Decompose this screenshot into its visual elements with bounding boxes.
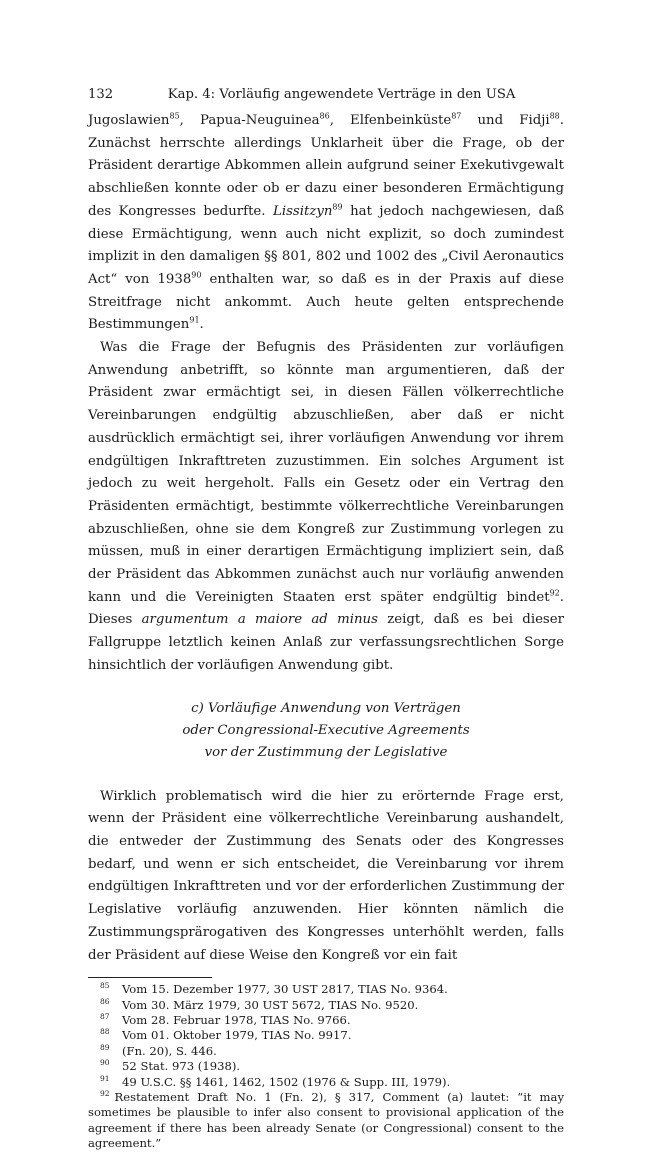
author-name: Lissitzyn	[273, 203, 333, 219]
footnote-ref: 90	[191, 270, 202, 280]
text-run: Jugoslawien	[88, 113, 170, 128]
footnote	[88, 1059, 564, 1074]
section-heading	[88, 698, 564, 764]
footnote-number: 89	[100, 1042, 110, 1052]
heading-line: c) Vorläufige Anwendung von Verträgen	[191, 700, 461, 716]
footnote-text: Vom 01. Oktober 1979, TIAS No. 9917.	[122, 1028, 352, 1043]
text-run: . Zunächst herrschte allerdings Unklarheit über die Frage, ob der Präsident derartige Abkommen allein aufgrund seiner Exekutivgewalt abschließen konnte oder ob er dazu einer besonderen Ermächtigung des Kongresses bedurfte.	[88, 113, 565, 219]
footnote-ref: 87	[451, 111, 462, 121]
footnote-ref: 85	[169, 111, 180, 121]
paragraph: Wirklich problematisch wird die hier zu erörternde Frage erst, wenn der Präsident eine völkerrechtliche Vereinbarung aushandelt, die entweder der Zustimmung des Senats oder des Kongresses bedarf, und wenn er sich entscheidet, die Vereinbarung vor ihrem endgültigen Inkrafttreten und vor der erforderlichen Zustimmung der Legislative vorläufig anzuwenden. Hier könnten nämlich die Zustimmungsprärogativen des Kongresses unterhöhlt werden, falls der Präsident auf diese Weise den Kongreß vor ein fait	[88, 788, 564, 963]
page-number: 132	[88, 87, 114, 102]
footnote-number: 91	[100, 1073, 110, 1083]
page-header	[88, 86, 564, 110]
footnote-ref: 91	[189, 315, 200, 325]
heading-line: oder Congressional-Executive Agreements	[182, 722, 470, 738]
footnote-text: (Fn. 20), S. 446.	[122, 1043, 217, 1058]
footnote-ref: 92	[549, 588, 560, 598]
text-run: hat jedoch nachgewiesen, daß diese Ermächtigung, wenn auch nicht explizit, so doch zumindest implizit in den damaligen §§ 801, 802 und 1002 des „Civil Aeronautics Act“ von 1938	[88, 203, 565, 287]
footnote	[88, 1090, 564, 1152]
text-run: . Dieses	[88, 589, 564, 628]
footnote-number: 88	[100, 1027, 110, 1037]
body-text	[88, 110, 564, 967]
footnote-text: 52 Stat. 973 (1938).	[122, 1059, 241, 1074]
footnote-number: 85	[100, 981, 110, 991]
footnote-text: 49 U.S.C. §§ 1461, 1462, 1502 (1976 & Supp. III, 1979).	[122, 1074, 451, 1089]
footnote-text: Restatement Draft No. 1 (Fn. 2), § 317, Comment (a) lautet: “it may sometimes be plausible to infer also consent to provisional application of the agreement if there has been already Senate (or Congressional) consent to the agreement.”	[88, 1090, 564, 1151]
footnote	[88, 1013, 564, 1028]
paragraph	[88, 110, 564, 337]
running-title: Kap. 4: Vorläufig angewendete Verträge in den USA	[167, 87, 516, 102]
footnote-text: Vom 30. März 1979, 30 UST 5672, TIAS No. 9520.	[122, 997, 419, 1012]
footnote-text: Vom 15. Dezember 1977, 30 UST 2817, TIAS No. 9364.	[122, 982, 448, 997]
text-run: , Elfenbeinküste	[329, 113, 452, 128]
footnote-ref: 89	[332, 202, 343, 212]
footnote-ref: 86	[319, 111, 330, 121]
footnote-divider	[88, 977, 212, 978]
footnote-ref: 88	[549, 111, 560, 121]
latin-phrase: argumentum a maiore ad minus	[141, 612, 378, 628]
paragraph	[88, 337, 564, 678]
text-run: zeigt, daß es bei dieser Fallgruppe letztlich keinen Anlaß zur verfassungsrechtlichen Sorge hinsichtlich der vorläufigen Anwendung gibt.	[88, 612, 564, 673]
footnote-number: 90	[100, 1058, 110, 1068]
text-run: und Fidji	[461, 113, 550, 128]
text-run: enthalten war, so daß es in der Praxis auf diese Streitfrage nicht ankommt. Auch heute gelten entsprechende Bestimmungen	[88, 271, 564, 333]
text-run: .	[199, 317, 204, 333]
heading-line: vor der Zustimmung der Legislative	[204, 744, 448, 760]
document-page	[88, 86, 564, 1152]
footnote	[88, 998, 564, 1013]
footnote	[88, 1028, 564, 1043]
footnote	[88, 1075, 564, 1090]
text-run: , Papua-Neuguinea	[179, 113, 320, 128]
footnotes	[88, 982, 564, 1151]
footnote	[88, 1044, 564, 1059]
footnote-number: 92	[100, 1089, 110, 1099]
footnote-number: 87	[100, 1012, 110, 1022]
footnote-text: Vom 28. Februar 1978, TIAS No. 9766.	[122, 1013, 351, 1028]
footnote-number: 86	[100, 996, 110, 1006]
text-run: Was die Frage der Befugnis des Präsidenten zur vorläufigen Anwendung anbetrifft, so könnte man argumentieren, daß der Präsident zwar ermächtigt sei, in diesen Fällen völkerrechtliche Vereinbarungen endgültig abzuschließen, aber daß er nicht ausdrücklich ermächtigt sei, ihrer vorläufigen Anwendung vor ihrem endgültigen Inkrafttreten zuzustimmen. Ein solches Argument ist jedoch zu weit hergeholt. Falls ein Gesetz oder ein Vertrag den Präsidenten ermächtigt, bestimmte völkerrechtliche Vereinbarungen abzuschließen, ohne sie dem Kongreß zur Zustimmung vorlegen zu müssen, muß in einer derartigen Ermächtigung impliziert sein, daß der Präsident das Abkommen zunächst auch nur vorläufig anwenden kann und die Vereinigten Staaten erst später endgültig bindet	[88, 340, 564, 605]
